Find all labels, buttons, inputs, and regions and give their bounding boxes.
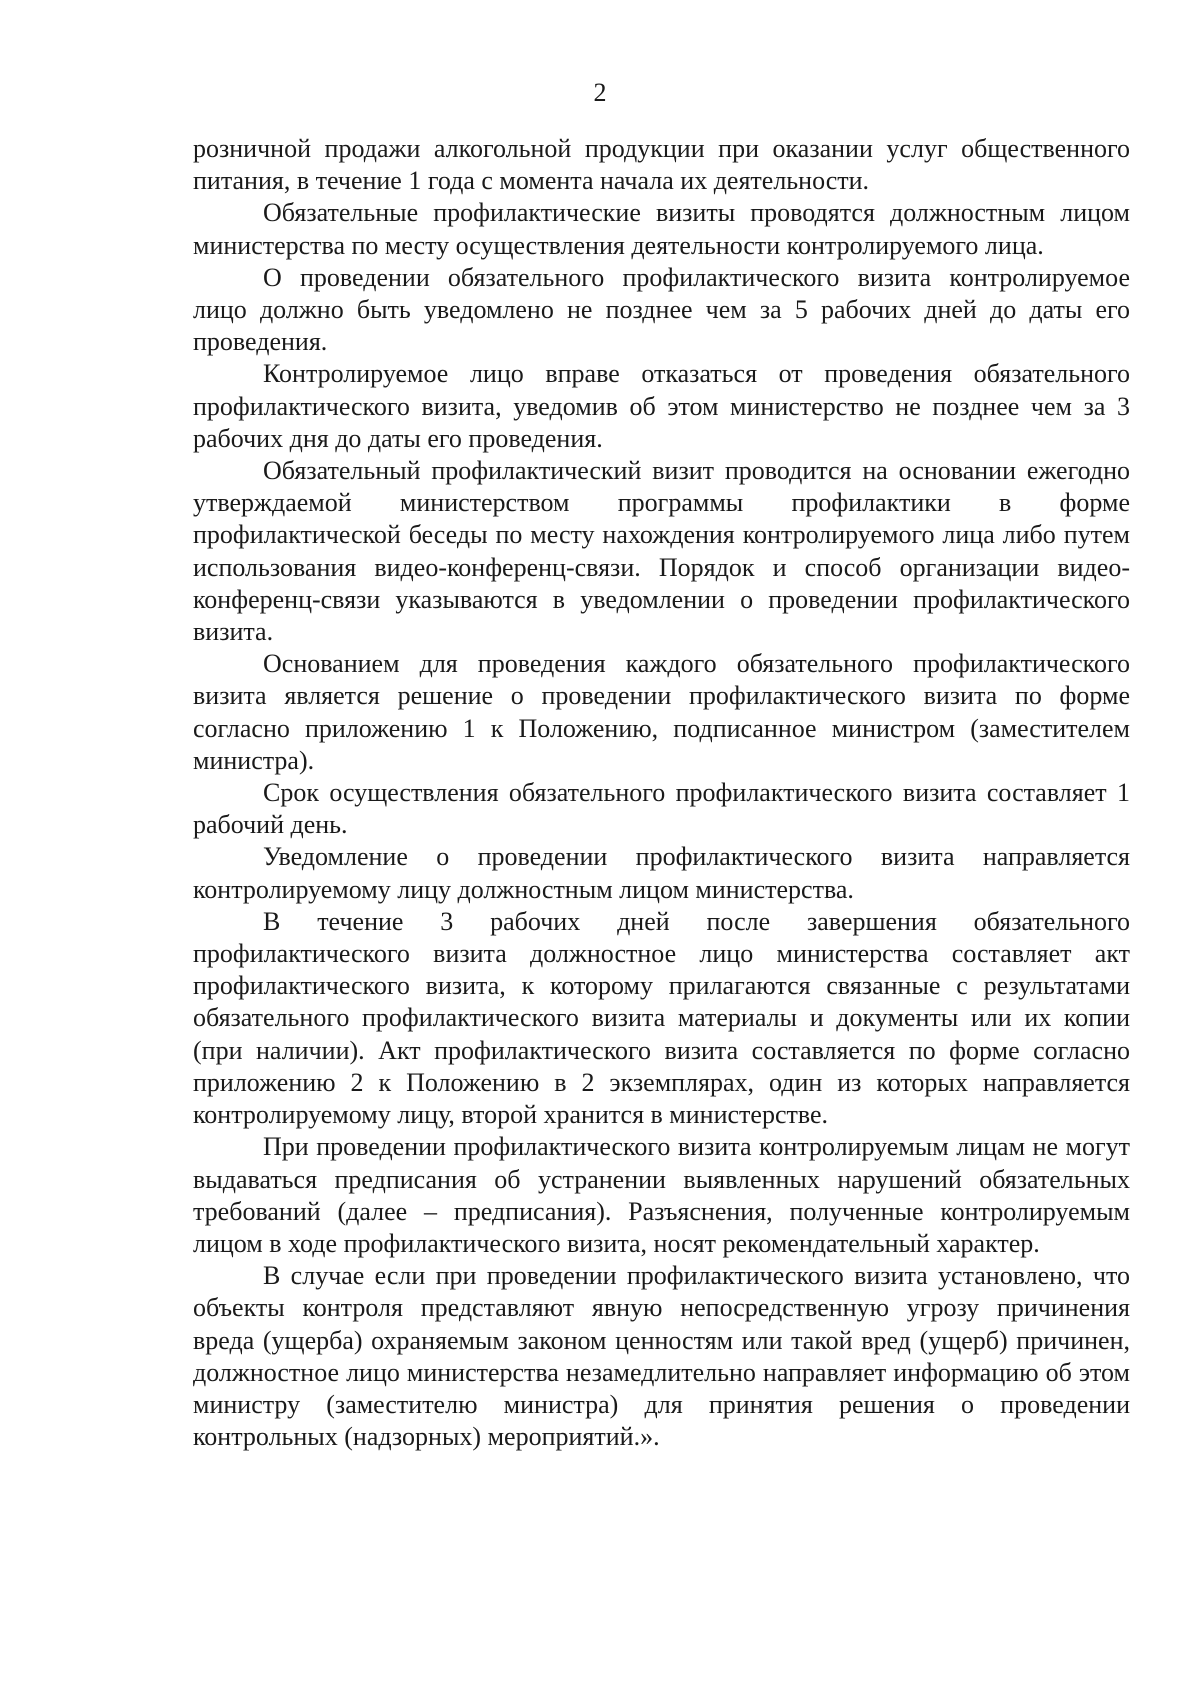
paragraph-no-orders: При проведении профилактического визита контролируемым лицам не могут выдаваться предписания об устранении выявленных нарушений обязательных требований (далее – предписания). Разъяснения, полученные контролируемым лицом в ходе профилактического визита, носят рекомендательный характер.: [193, 1132, 1130, 1258]
paragraph-notification-deadline: О проведении обязательного профилактического визита контролируемое лицо должно быть уведомлено не позднее чем за 5 рабочих дней до даты его проведения.: [193, 262, 1130, 357]
paragraph-visit-conduct: Обязательные профилактические визиты проводятся должностным лицом министерства по месту осуществления деятельности контролируемого лица.: [193, 198, 1130, 260]
paragraph-visit-act: В течение 3 рабочих дней после завершения обязательного профилактического визита должностное лицо министерства составляет акт профилактического визита, к которому прилагаются связанные с результатами обязательного профилактического визита материалы и документы или их копии (при наличии). Акт профилактического визита составляется по форме согласно приложению 2 к Положению в 2 экземплярах, один из которых направляется контролируемому лицу, второй хранится в министерстве.: [193, 906, 1130, 1130]
paragraph-visit-basis: Обязательный профилактический визит проводится на основании ежегодно утверждаемой министерством программы профилактики в форме профилактической беседы по месту нахождения контролируемого лица либо путем использования видео-конференц-связи. Порядок и способ организации видео-конференц-связи указываются в уведомлении о проведении профилактического визита.: [193, 456, 1130, 647]
paragraph-notice-delivery: Уведомление о проведении профилактического визита направляется контролируемому лицу должностным лицом министерства.: [193, 842, 1130, 904]
paragraph-decision: Основанием для проведения каждого обязательного профилактического визита является решение о проведении профилактического визита по форме согласно приложению 1 к Положению, подписанное министром (заместителем министра).: [193, 649, 1130, 775]
paragraph-duration: Срок осуществления обязательного профилактического визита составляет 1 рабочий день.: [193, 778, 1130, 840]
document-body: [193, 133, 1130, 1453]
paragraph-right-to-refuse: Контролируемое лицо вправе отказаться от проведения обязательного профилактического визита, уведомив об этом министерство не позднее чем за 3 рабочих дня до даты его проведения.: [193, 359, 1130, 453]
paragraph-threat-case: В случае если при проведении профилактического визита установлено, что объекты контроля представляют явную непосредственную угрозу причинения вреда (ущерба) охраняемым законом ценностям или такой вред (ущерб) причинен, должностное лицо министерства незамедлительно направляет информацию об этом министру (заместителю министра) для принятия решения о проведении контрольных (надзорных) мероприятий.».: [193, 1261, 1130, 1452]
paragraph-continuation: розничной продажи алкогольной продукции при оказании услуг общественного питания, в течение 1 года с момента начала их деятельности.: [193, 134, 1130, 196]
page-number: 2: [593, 78, 607, 107]
